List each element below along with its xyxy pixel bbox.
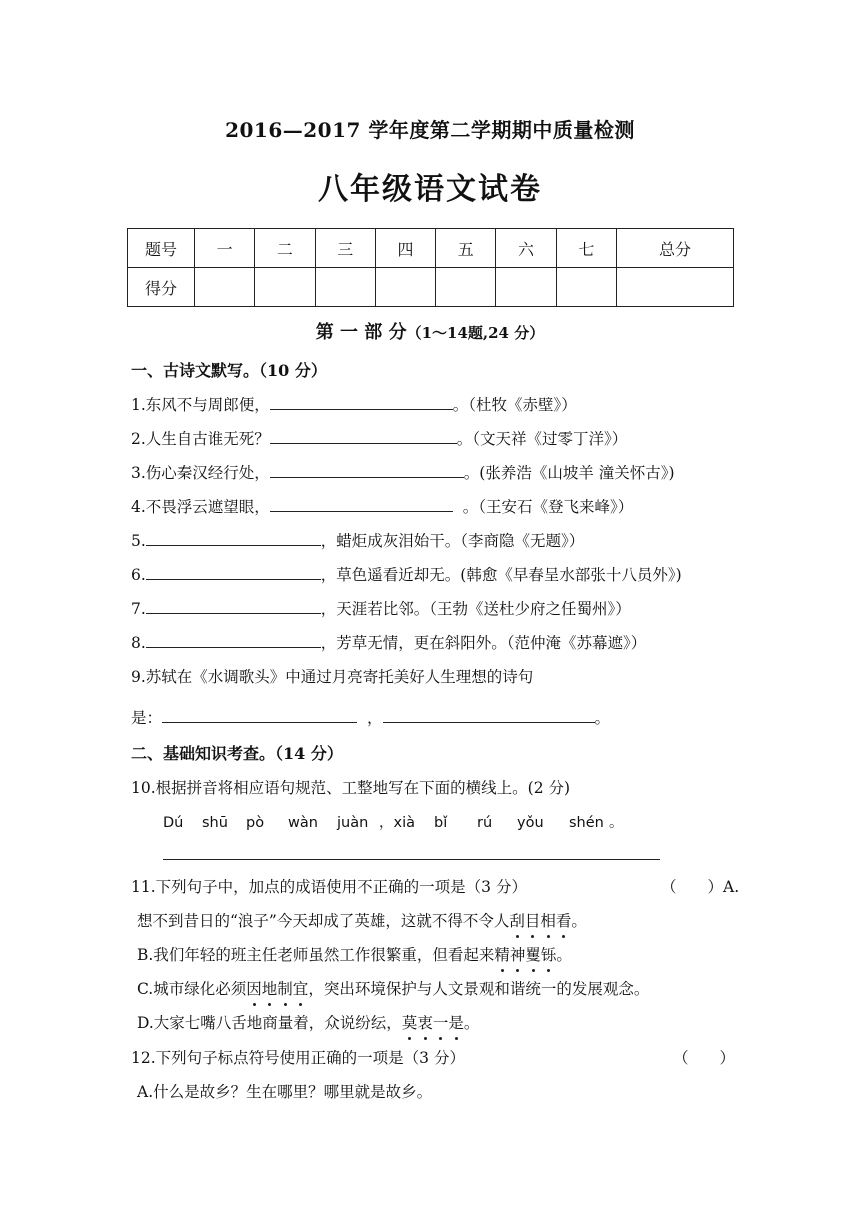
question-12: 12.下列句子标点符号使用正确的一项是（3 分）	[131, 1049, 465, 1067]
score-cell[interactable]	[556, 268, 616, 307]
option-text: B.我们年轻的班主任老师虽然工作很繁重，但看起来精神矍铄。	[137, 946, 572, 964]
dotted-char: 宜	[293, 977, 309, 999]
section1-heading: 一、古诗文默写。（10 分）	[131, 361, 327, 380]
answer-blank[interactable]	[270, 395, 453, 410]
pinyin-syllable: wàn	[288, 815, 318, 831]
question-text: 8.	[131, 634, 146, 652]
question-source: ，天涯若比邻。（王勃《送杜少府之任蜀州》）	[320, 600, 631, 618]
answer-blank[interactable]	[270, 497, 453, 512]
option-a	[137, 909, 587, 931]
score-cell[interactable]	[375, 268, 435, 307]
pinyin-syllable: rú	[477, 815, 493, 831]
option-a: A.什么是故乡？生在哪里？哪里就是故乡。	[137, 1083, 433, 1101]
score-table-score-row	[128, 268, 734, 307]
table-cell: 题号	[128, 229, 195, 268]
question-source: 。（王安石《登飞来峰》）	[462, 498, 634, 516]
pinyin-syllable: bǐ	[434, 815, 448, 831]
question-text: 是：	[131, 709, 163, 727]
pinyin-syllable: ，xià	[379, 815, 415, 831]
dotted-char: 莫	[402, 1011, 418, 1033]
table-cell: 六	[496, 229, 556, 268]
dotted-char: 相	[540, 909, 556, 931]
pinyin-syllable: juàn	[337, 815, 369, 831]
pinyin-syllable: yǒu	[517, 815, 544, 831]
answer-blank[interactable]	[146, 531, 321, 546]
dotted-char: 衷	[417, 1011, 433, 1033]
dotted-char: 因	[246, 977, 262, 999]
answer-blank[interactable]	[270, 429, 457, 444]
question-text: ，	[367, 709, 383, 727]
score-cell[interactable]	[195, 268, 255, 307]
score-cell[interactable]	[436, 268, 496, 307]
question-text: 。	[594, 709, 611, 727]
pinyin-syllable: pò	[246, 815, 265, 831]
answer-blank[interactable]	[270, 463, 464, 478]
answer-blank[interactable]	[383, 708, 595, 723]
question-9: 9.苏轼在《水调歌头》中通过月亮寄托美好人生理想的诗句	[131, 668, 534, 686]
answer-paren[interactable]: （ ）	[673, 1049, 736, 1067]
part-info: （1～14题,24 分）	[406, 324, 545, 342]
option-text: 想不到昔日的“浪子”今天却成了英雄，这就不得不令人刮目相看。	[137, 912, 587, 930]
question-source: 。（杜牧《赤壁》）	[452, 396, 577, 414]
pinyin-line	[163, 811, 624, 832]
score-table	[127, 228, 734, 307]
question-source: ，蜡炬成灰泪始干。（李商隐《无题》）	[320, 532, 585, 550]
question-source: ，芳草无情，更在斜阳外。（范仲淹《苏幕遮》）	[320, 634, 647, 652]
question-1	[131, 393, 577, 415]
table-cell: 得分	[128, 268, 195, 307]
dotted-char: 刮	[509, 909, 525, 931]
question-6	[131, 563, 682, 585]
section2-heading: 二、基础知识考查。（14 分）	[131, 744, 343, 763]
score-cell[interactable]	[616, 268, 733, 307]
option-text: D.大家七嘴八舌地商量着，众说纷纭，莫衷一是。	[137, 1014, 479, 1032]
pinyin-syllable: 。	[609, 815, 624, 831]
question-9-answer	[131, 706, 610, 728]
exam-title: 2016—2017 学年度第二学期期中质量检测	[225, 118, 635, 142]
question-text: 2.人生自古谁无死？	[131, 430, 270, 448]
dotted-char: 精	[494, 943, 510, 965]
question-2	[131, 427, 627, 449]
dotted-char: 矍	[525, 943, 541, 965]
question-text: 5.	[131, 532, 146, 550]
writing-line[interactable]	[163, 859, 660, 860]
table-cell: 一	[195, 229, 255, 268]
question-text: 4.不畏浮云遮望眼，	[131, 498, 270, 516]
answer-blank[interactable]	[162, 708, 357, 723]
score-cell[interactable]	[496, 268, 556, 307]
answer-paren[interactable]: （ ）A.	[661, 878, 740, 896]
question-text: 6.	[131, 566, 146, 584]
dotted-char: 神	[510, 943, 526, 965]
option-b	[137, 943, 572, 965]
pinyin-syllable: shū	[202, 815, 228, 831]
question-source: 。（文天祥《过零丁洋》）	[456, 430, 628, 448]
answer-blank[interactable]	[146, 633, 321, 648]
question-text: 1.东风不与周郎便，	[131, 396, 270, 414]
option-d	[137, 1011, 479, 1033]
score-table-header-row	[128, 229, 734, 268]
question-7	[131, 597, 631, 619]
question-5	[131, 529, 584, 551]
table-cell: 五	[436, 229, 496, 268]
question-10: 10.根据拼音将相应语句规范、工整地写在下面的横线上。(2 分)	[131, 779, 571, 797]
question-source: 。(张养浩《山坡羊 潼关怀古》)	[463, 464, 675, 482]
table-cell: 三	[315, 229, 375, 268]
table-cell: 二	[255, 229, 315, 268]
dotted-char: 制	[277, 977, 293, 999]
pinyin-syllable: shén	[569, 815, 604, 831]
score-cell[interactable]	[315, 268, 375, 307]
answer-blank[interactable]	[146, 599, 321, 614]
question-source: ，草色遥看近却无。(韩愈《早春呈水部张十八员外》)	[320, 566, 682, 584]
dotted-char: 目	[525, 909, 541, 931]
question-11: 11.下列句子中，加点的成语使用不正确的一项是（3 分）	[131, 878, 527, 896]
question-8	[131, 631, 646, 653]
pinyin-syllable: Dú	[163, 815, 184, 831]
table-cell: 总分	[616, 229, 733, 268]
question-text: 7.	[131, 600, 146, 618]
option-text: C.城市绿化必须因地制宜，突出环境保护与人文景观和谐统一的发展观念。	[137, 980, 649, 998]
part-heading	[0, 318, 860, 344]
question-4	[131, 495, 633, 517]
dotted-char: 一	[433, 1011, 449, 1033]
part-title: 第 一 部 分	[315, 322, 407, 343]
dotted-char: 地	[262, 977, 278, 999]
question-text: 3.伤心秦汉经行处，	[131, 464, 270, 482]
dotted-char: 铄	[541, 943, 557, 965]
option-c	[137, 977, 649, 999]
dotted-char: 是	[448, 1011, 464, 1033]
question-3	[131, 461, 675, 483]
dotted-char: 看	[556, 909, 572, 931]
table-cell: 七	[556, 229, 616, 268]
exam-subtitle: 八年级语文试卷	[318, 172, 542, 207]
score-cell[interactable]	[255, 268, 315, 307]
table-cell: 四	[375, 229, 435, 268]
answer-blank[interactable]	[146, 565, 321, 580]
